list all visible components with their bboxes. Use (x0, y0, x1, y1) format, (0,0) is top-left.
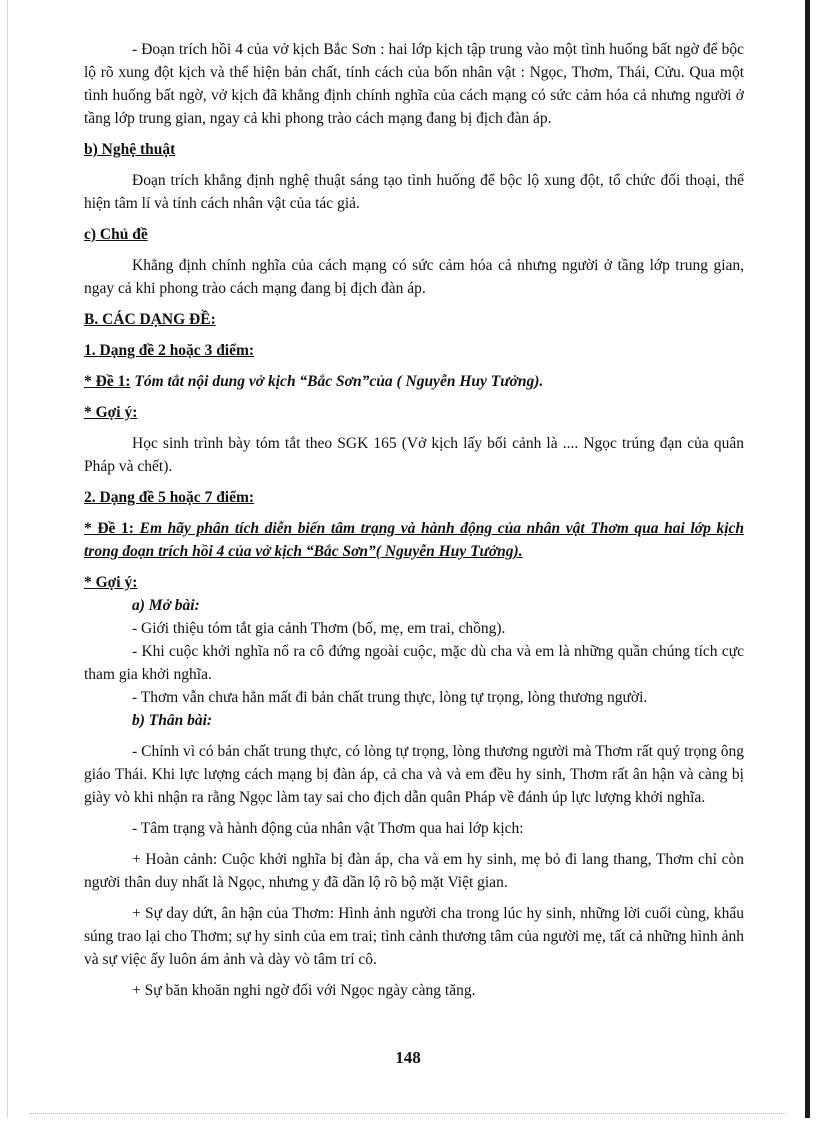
bottom-dotted-rule (30, 1113, 786, 1114)
paragraph-than-bai-2: - Tâm trạng và hành động của nhân vật Thơm qua hai lớp kịch: (132, 820, 524, 837)
paragraph-mo-bai-2: - Khi cuộc khởi nghĩa nổ ra cô đứng ngoài cuộc, mặc dù cha và em là những quần chúng tích cực tham gia khởi nghĩa. (84, 643, 744, 683)
heading-cac-dang-de (84, 308, 744, 331)
paragraph-summary: - Đoạn trích hồi 4 của vở kịch Bắc Sơn : hai lớp kịch tập trung vào một tình huống bất ngờ để bộc lộ rõ xung đột kịch và thể hiện bản chất, tính cách của bốn nhân vật : Ngọc, Thơm, Thái, Cửu. Qua một tình huống bất ngờ, vở kịch đã khẳng định chính nghĩa của cách mạng có sức cảm hóa cả nhưng người ở tầng lớp trung gian, ngay cả khi phong trào cách mạng đang bị địch đàn áp. (84, 41, 744, 127)
subheading-mo-bai (84, 594, 744, 617)
paragraph-than-bai-5: + Sự băn khoăn nghi ngờ đối với Ngọc ngày càng tăng. (132, 982, 476, 999)
paragraph-chu-de: Khẳng định chính nghĩa của cách mạng có sức cảm hóa cả nhưng người ở tầng lớp trung gian, ngay cả khi phong trào cách mạng đang bị địch đàn áp. (84, 257, 744, 297)
hint-2-heading (84, 571, 744, 594)
hint-1-label: * Gợi ý: (84, 404, 138, 421)
heading-nghe-thuat-text: b) Nghệ thuật (84, 141, 176, 158)
heading-dang-de-1-text: 1. Dạng đề 2 hoặc 3 điểm: (84, 342, 255, 359)
hint-2-label: * Gợi ý: (84, 574, 138, 591)
page-number: 148 (395, 1048, 421, 1067)
heading-cac-dang-de-text: B. CÁC DẠNG ĐỀ: (84, 311, 216, 328)
subheading-than-bai-text: b) Thân bài: (132, 712, 213, 729)
paragraph-than-bai-3: + Hoàn cảnh: Cuộc khởi nghĩa bị đàn áp, cha và em hy sinh, mẹ bỏ đi lang thang, Thơm chỉ còn người thân duy nhất là Ngọc, nhưng y đã dần lộ rõ bộ mặt Việt gian. (84, 851, 744, 891)
question-1-label: * Đề 1: (84, 373, 131, 390)
heading-dang-de-1 (84, 339, 744, 362)
heading-dang-de-2 (84, 486, 744, 509)
question-1 (84, 370, 744, 393)
subheading-than-bai (84, 709, 744, 732)
heading-nghe-thuat (84, 138, 744, 161)
paragraph-nghe-thuat: Đoạn trích khẳng định nghệ thuật sáng tạo tình huống để bộc lộ xung đột, tổ chức đối thoại, thể hiện tâm lí và tính cách nhân vật của tác giả. (84, 172, 744, 212)
hint-1-heading (84, 401, 744, 424)
paragraph-than-bai-4: + Sự day dứt, ân hận của Thơm: Hình ảnh người cha trong lúc hy sinh, những lời cuối cùng, khẩu súng trao lại cho Thơm; sự hy sinh của em trai; tình cảnh thương tâm của người mẹ, tất cả những hình ảnh và sự việc ấy luôn ám ảnh và dày vò tâm trí cô. (84, 905, 744, 968)
heading-dang-de-2-text: 2. Dạng đề 5 hoặc 7 điểm: (84, 489, 255, 506)
question-2-text: Em hãy phân tích diễn biến tâm trạng và hành động của nhân vật Thơm qua hai lớp kịch trong đoạn trích hồi 4 của vở kịch “Bắc Sơn”( Nguyễn Huy Tưởng). (84, 520, 744, 560)
question-2 (84, 517, 744, 563)
paragraph-hint-1: Học sinh trình bày tóm tắt theo SGK 165 (Vở kịch lấy bối cảnh là .... Ngọc trúng đạn của quân Pháp và chết). (84, 435, 744, 475)
paragraph-mo-bai-1: - Giới thiệu tóm tắt gia cảnh Thơm (bố, mẹ, em trai, chồng). (132, 620, 506, 637)
heading-chu-de-text: c) Chủ đề (84, 226, 148, 243)
question-2-label: * Đề 1: (84, 520, 134, 537)
paragraph-than-bai-1: - Chính vì có bản chất trung thực, có lòng tự trọng, lòng thương người mà Thơm rất quý trọng ông giáo Thái. Khi lực lượng cách mạng bị đàn áp, cả cha và và em đều hy sinh, Thơm rất ân hận và càng bị giày vò khi nhận ra rằng Ngọc làm tay sai cho địch dẫn quân Pháp về đánh úp lực lượng khởi nghĩa. (84, 743, 744, 806)
paragraph-mo-bai-3: - Thơm vẫn chưa hẳn mất đi bản chất trung thực, lòng tự trọng, lòng thương người. (132, 689, 648, 706)
document-body (84, 38, 744, 1002)
question-1-text: Tóm tắt nội dung vở kịch “Bắc Sơn”của ( Nguyễn Huy Tưởng). (130, 373, 544, 390)
heading-chu-de (84, 223, 744, 246)
subheading-mo-bai-text: a) Mở bài: (132, 597, 200, 614)
